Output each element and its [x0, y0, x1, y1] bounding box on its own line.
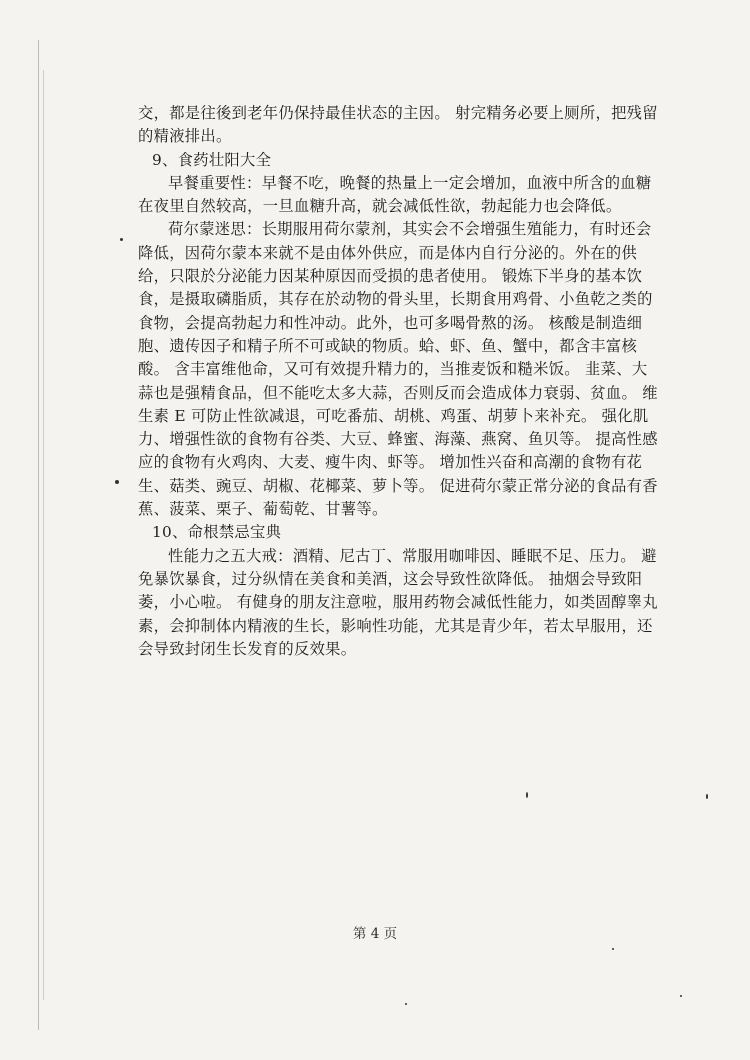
text-line: 食，是摄取磷脂质，其存在於动物的骨头里，长期食用鸡骨、小鱼乾之类的	[138, 290, 653, 309]
text-line: 蕉、菠菜、栗子、葡萄乾、甘薯等。	[138, 500, 388, 519]
text-line: 性能力之五大戒：酒精、尼古丁、常服用咖啡因、睡眠不足、压力。 避	[168, 546, 657, 565]
text-line: 萎，小心啦。 有健身的朋友注意啦，服用药物会减低性能力，如类固醇睾丸	[138, 593, 658, 612]
text-line: 荷尔蒙迷思：长期服用荷尔蒙剂，其实会不会增强生殖能力，有时还会	[168, 220, 652, 239]
scan-speck	[706, 794, 708, 799]
text-line: 早餐重要性：早餐不吃，晚餐的热量上一定会增加，血液中所含的血糖	[168, 173, 652, 192]
text-line: 力、增强性欲的食物有谷类、大豆、蜂蜜、海藻、燕窝、鱼贝等。 提高性感	[138, 430, 658, 449]
text-line: 生、菇类、豌豆、胡椒、花椰菜、萝卜等。 促进荷尔蒙正常分泌的食品有香	[138, 476, 658, 495]
text-line: 生素 E 可防止性欲减退，可吃番茄、胡桃、鸡蛋、胡萝卜来补充。 强化肌	[138, 406, 649, 425]
text-line: 的精液排出。	[138, 127, 232, 146]
document-body	[138, 102, 673, 661]
scan-speck	[680, 995, 682, 997]
text-line: 酸。 含丰富维他命，又可有效提升精力的，当推麦饭和糙米饭。 韭菜、大	[138, 360, 648, 379]
text-line: 免暴饮暴食，过分纵情在美食和美酒，这会导致性欲降低。 抽烟会导致阳	[138, 569, 643, 588]
text-line: 食物，会提高勃起力和性冲动。此外，也可多喝骨熬的汤。 核酸是制造细	[138, 313, 643, 332]
text-line: 会导致封闭生长发育的反效果。	[138, 639, 357, 658]
scan-speck	[120, 238, 123, 241]
scan-speck	[405, 1003, 407, 1005]
section-heading: 9、食药壮阳大全	[152, 150, 272, 169]
text-line: 素，会抑制体内精液的生长，影响性功能，尤其是青少年，若太早服用，还	[138, 616, 653, 635]
text-line: 胞、遗传因子和精子所不可或缺的物质。蛤、虾、鱼、蟹中，都含丰富核	[138, 336, 638, 355]
text-line: 蒜也是强精食品，但不能吃太多大蒜，否则反而会造成体力衰弱、贫血。 维	[138, 383, 658, 402]
scan-speck	[612, 948, 614, 950]
text-line: 交，都是往後到老年仍保持最佳状态的主因。 射完精务必要上厕所，把残留	[138, 104, 658, 122]
section-heading: 10、命根禁忌宝典	[152, 523, 282, 542]
scan-speck	[526, 792, 528, 798]
binding-edge-line-secondary	[43, 70, 44, 1000]
binding-edge-line	[38, 40, 39, 1030]
text-line: 给，只限於分泌能力因某种原因而受损的患者使用。 锻炼下半身的基本饮	[138, 267, 643, 286]
text-line: 降低，因荷尔蒙本来就不是由体外供应，而是体内自行分泌的。外在的供	[138, 243, 638, 262]
text-line: 在夜里自然较高，一旦血糖升高，就会减低性欲，勃起能力也会降低。	[138, 197, 622, 216]
text-line: 应的食物有火鸡肉、大麦、瘦牛肉、虾等。 增加性兴奋和高潮的食物有花	[138, 453, 643, 472]
page-number: 第 4 页	[352, 926, 398, 942]
scan-speck	[115, 480, 119, 484]
